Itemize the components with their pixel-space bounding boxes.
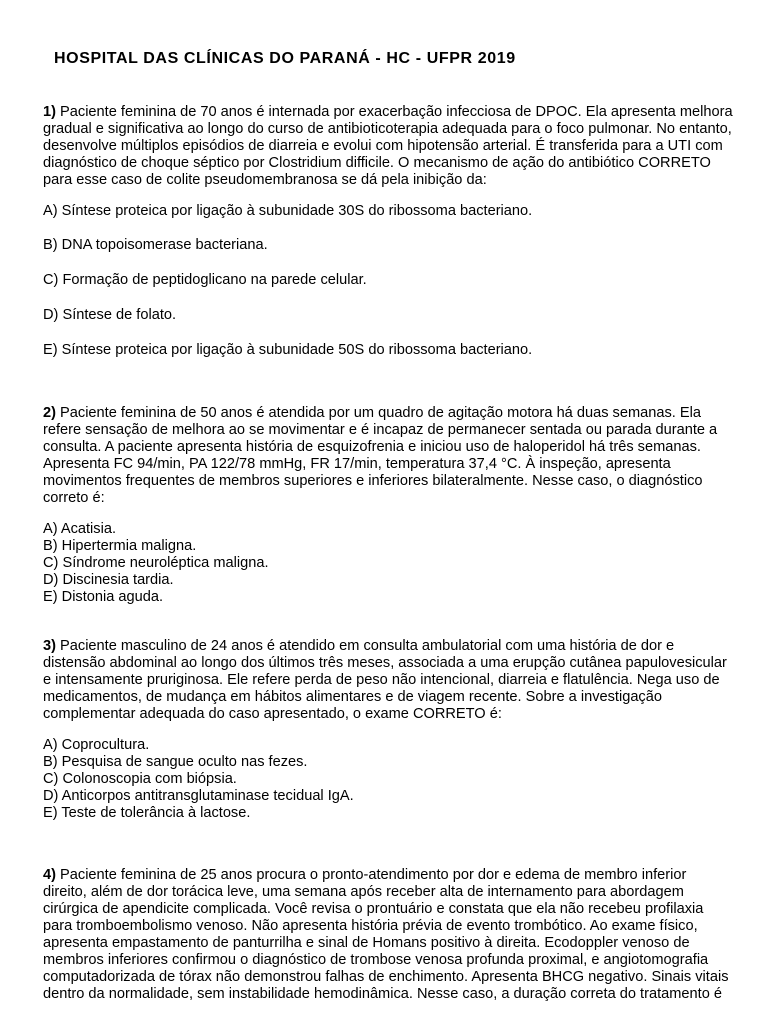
question-text: Paciente masculino de 24 anos é atendido em consulta ambulatorial com uma história de dor e distensão abdominal ao longo dos últimos três meses, associada a uma erupção cutânea papulovesicular e intensamente pruriginosa. Ele refere perda de peso não intencional, diarreia e flatulência. Nega uso de medicamentos, de mudança em hábitos alimentares e de viagem recente. Sobre a investigação complementar adequada do caso apresentado, o exame CORRETO é: [43, 638, 727, 722]
question-number: 3) [43, 638, 56, 654]
page-title: HOSPITAL DAS CLÍNICAS DO PARANÁ - HC - UFPR 2019 [54, 50, 516, 67]
question-1 [43, 104, 733, 359]
option: D) Anticorpos antitransglutaminase tecidual IgA. [43, 788, 354, 804]
option: C) Colonoscopia com biópsia. [43, 771, 237, 787]
question-text: Paciente feminina de 25 anos procura o pronto-atendimento por dor e edema de membro inferior direito, além de dor torácica leve, uma semana após receber alta de internamento para abordagem cirúrgica de apendicite complicada. Você revisa o prontuário e constata que ela não recebeu profilaxia para tromboembolismo venoso. Não apresenta história prévia de evento trombótico. Ao exame físico, apresenta empastamento de panturrilha e sinal de Homans positivo à direita. Ecodoppler venoso de membros inferiores confirmou o diagnóstico de trombose venosa profunda proximal, e angiotomografia computadorizada de tórax não demonstrou falhas de enchimento. Apresenta BHCG negativo. Sinais vitais dentro da normalidade, sem instabilidade hemodinâmica. Nesse caso, a duração correta do tratamento é [43, 867, 729, 1002]
option: D) Discinesia tardia. [43, 572, 174, 588]
option: B) DNA topoisomerase bacteriana. [43, 237, 268, 253]
option: E) Teste de tolerância à lactose. [43, 805, 251, 821]
option: B) Pesquisa de sangue oculto nas fezes. [43, 754, 308, 770]
question-4 [43, 867, 733, 1003]
question-text: Paciente feminina de 50 anos é atendida por um quadro de agitação motora há duas semanas. Ela refere sensação de melhora ao se movimentar e é incapaz de permanecer sentada ou parada durante a consulta. A paciente apresenta história de esquizofrenia e iniciou uso de haloperidol há três semanas. Apresenta FC 94/min, PA 122/78 mmHg, FR 17/min, temperatura 37,4 °C. À inspeção, apresenta movimentos frequentes de membros superiores e inferiores bilateralmente. Nesse caso, o diagnóstico correto é: [43, 405, 718, 506]
option: C) Síndrome neuroléptica maligna. [43, 555, 269, 571]
question-number: 4) [43, 867, 56, 883]
option: A) Coprocultura. [43, 737, 150, 753]
question-number: 1) [43, 104, 56, 120]
question-2 [43, 405, 733, 606]
question-3 [43, 638, 733, 822]
option: E) Síntese proteica por ligação à subunidade 50S do ribossoma bacteriano. [43, 342, 533, 358]
option: C) Formação de peptidoglicano na parede celular. [43, 272, 367, 288]
question-stem [43, 405, 733, 507]
question-stem [43, 638, 733, 723]
option: B) Hipertermia maligna. [43, 538, 197, 554]
option: D) Síntese de folato. [43, 307, 177, 323]
option: E) Distonia aguda. [43, 589, 164, 605]
option: A) Acatisia. [43, 521, 116, 537]
question-stem [43, 867, 733, 1003]
option: A) Síntese proteica por ligação à subunidade 30S do ribossoma bacteriano. [43, 203, 533, 219]
question-number: 2) [43, 405, 56, 421]
question-text: Paciente feminina de 70 anos é internada por exacerbação infecciosa de DPOC. Ela apresenta melhora gradual e significativa ao longo do curso de antibioticoterapia adequada para o foco pulmonar. No entanto, desenvolve múltiplos episódios de diarreia e evolui com hipotensão arterial. É transferida para a UTI com diagnóstico de choque séptico por Clostridium difficile. O mecanismo de ação do antibiótico CORRETO para esse caso de colite pseudomembranosa se dá pela inibição da: [43, 104, 733, 188]
question-stem [43, 104, 733, 189]
